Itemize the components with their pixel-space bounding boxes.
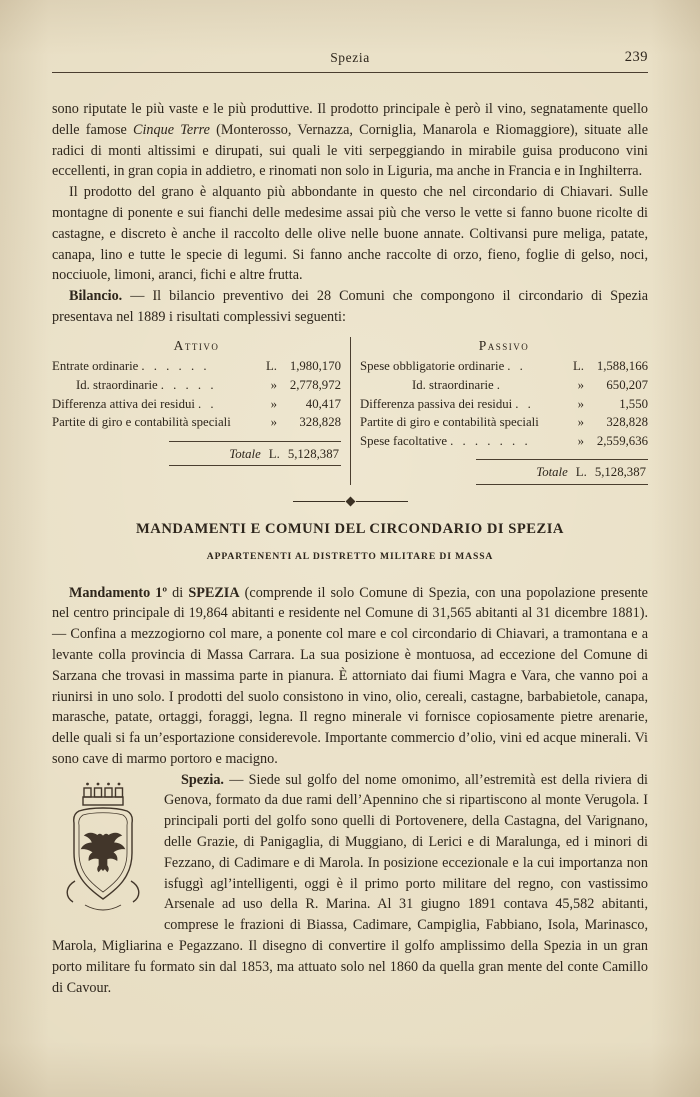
table-row (360, 395, 648, 414)
balance-table (52, 337, 648, 485)
text-run: (comprende il solo Comune di Spezia, con una popolazione presente nel centro principale di 19,864 abitanti e residente nel Comune di 31,565 abitanti al 31 dicembre 1881). — Confina a mezzogiorno col mare, a ponente col mare e col circondario di Chiavari, a tramontana e a levante colla provincia di Massa Carrara. La sua posizione è montuosa, ad eccezione del Comune di Sarzana che trovasi in massima parte in pianura. È attorniato dai fiumi Magra e Vara, che vanno poi a riunirsi in uno solo. I prodotti del suolo consistono in vino, olio, cereali, castagne, barbabietole, canapa, marasche, patate, ortaggi, foraggi, legna. Il regno minerale vi fornisce copiosamente pietre arenarie, delle quali si fa un’esportazione considerevole. Importante commercio d’olio, vini ed acque minerali. Vi sono cave di marmo portoro e macigno. (52, 584, 648, 767)
row-value: 1,980,170 (289, 359, 341, 374)
row-label: Partite di giro e contabilità speciali (360, 415, 539, 430)
paragraph-mandamento (52, 583, 648, 770)
total-value: 5,128,387 (287, 446, 339, 461)
divider-line (293, 501, 345, 502)
dot-leader: . . (197, 396, 217, 411)
table-row (360, 432, 648, 451)
spezia-coat-of-arms (52, 773, 154, 923)
attivo-total-row (52, 441, 341, 467)
currency-unit: » (270, 415, 277, 430)
text-run: di (167, 584, 189, 601)
currency-unit: » (577, 433, 584, 448)
row-value: 328,828 (606, 415, 648, 430)
row-value: 1,588,166 (596, 359, 648, 374)
page-body (52, 99, 648, 998)
spezia-lead: Spezia. (181, 771, 224, 788)
cinque-terre-italic: Cinque Terre (133, 121, 210, 138)
table-row (52, 413, 341, 432)
total-unit: L. (268, 446, 280, 461)
row-label: Spese obbligatorie ordinarie (360, 359, 505, 374)
row-label: Entrate ordinarie (52, 359, 139, 374)
currency-unit: » (577, 396, 584, 411)
coat-of-arms-illustration (52, 773, 154, 923)
row-value: 650,207 (606, 377, 648, 392)
total-label: Totale (229, 446, 261, 461)
divider-diamond-icon (345, 496, 355, 506)
currency-unit: » (270, 396, 277, 411)
bilancio-lead: Bilancio. (69, 288, 123, 305)
mandamento-lead-spezia: SPEZIA (188, 584, 240, 601)
row-value: 40,417 (305, 396, 341, 411)
row-label: Id. straordinarie (76, 377, 158, 392)
text-run: — Il bilancio preventivo dei 28 Comuni che compongono il circondario di Spezia presentava nel 1889 i risultati complessivi seguenti: (52, 288, 648, 325)
row-label: Spese facoltative (360, 433, 448, 448)
page-header (52, 50, 648, 66)
currency-unit: » (577, 415, 584, 430)
mandamento-lead: Mandamento 1º (69, 584, 168, 601)
passivo-total-row (360, 459, 648, 485)
row-value: 328,828 (299, 415, 341, 430)
paragraph-bilancio (52, 286, 648, 328)
table-row (52, 376, 341, 395)
currency-unit: L. (265, 359, 277, 374)
table-row (360, 357, 648, 376)
table-row (52, 395, 341, 414)
row-value: 1,550 (619, 396, 648, 411)
dot-leader: . . (507, 359, 526, 374)
running-title: Spezia (330, 50, 370, 65)
section-divider (52, 498, 648, 505)
attivo-header: Attivo (173, 337, 220, 353)
dot-leader: . (496, 377, 503, 392)
table-row (360, 413, 648, 432)
dot-leader: . . (515, 396, 534, 411)
dot-leader: . . . . . . . (450, 433, 531, 448)
currency-unit: L. (572, 359, 584, 374)
row-label: Partite di giro e contabilità speciali (52, 415, 231, 430)
row-label: Differenza passiva dei residui (360, 396, 513, 411)
dot-leader: . . . . . . (141, 359, 210, 374)
attivo-column (52, 337, 350, 485)
paragraph-grano: Il prodotto del grano è alquanto più abbondante in questo che nel circondario di Chiavari. Sulle montagne di ponente e sui fianchi delle medesime assai più che verso le vette si fanno buone ricolte di castagne, e discreto è anche il raccolto delle olive nelle buone annate. Coltivansi pure meliga, patate, canapa, lino e tutte le specie di legumi. Si fanno anche raccolte di orzo, fieno, foglie di gelso, noci, nocciuole, limoni, aranci, fichi e altre frutta. (52, 184, 648, 284)
row-value: 2,778,972 (289, 377, 341, 392)
row-label: Id. straordinarie (412, 377, 494, 392)
passivo-total (476, 459, 648, 485)
divider-line (356, 501, 408, 502)
dot-leader: . . . . . (160, 377, 217, 392)
text-run: — Siede sul golfo del nome omonimo, all’estremità est della riviera di Genova, formato da due rami dell’Apennino che si ripartiscono al monte Verugola. I principali porti del golfo sono quelli di Portovenere, della Castagna, del Varignano, delle Grazie, di Panigaglia, di Muggiano, di Lerici e di Maralunga, ed i minori di Fezzano, di Cadimare e di Marola. In posizione eccezionale e la cui importanza non isfuggì agl’intelligenti, oggi è il primo porto militare del regno, con vastissimo Arsenale ad uso della R. Marina. Al 31 giugno 1891 contava 45,582 abitanti, comprese le frazioni di Biassa, Cadimare, Campiglia, Fabbiano, Isola, Marinasco, Marola, Migliarina e Pegazzano. Il disegno di convertire il golfo amplissimo della Spezia in un gran porto militare fu formato sin dal 1853, ma attuato solo nel 1860 da quella gran mente del conte Camillo di Cavour. (52, 771, 648, 996)
row-value: 2,559,636 (596, 433, 648, 448)
attivo-total (169, 441, 341, 467)
paragraph-spezia (52, 770, 648, 999)
currency-unit: » (270, 377, 277, 392)
page-number: 239 (624, 49, 648, 65)
header-rule (52, 72, 648, 73)
total-value: 5,128,387 (594, 465, 646, 480)
paragraph-vini (52, 99, 648, 182)
table-row (360, 376, 648, 395)
total-unit: L. (575, 465, 587, 480)
text-run: (Monterosso, Vernazza, Corniglia, Manarola e Riomaggiore), situate alle radici di monti altissimi e dirupati, sui quali le viti serpeggiando in mirabile guisa producono vini eccellenti, in gran copia in addietro, e rinomati non solo in Liguria, ma anche in Francia e in Inghilterra. (52, 121, 648, 180)
table-row (52, 357, 341, 376)
currency-unit: » (577, 377, 584, 392)
section-title: MANDAMENTI E COMUNI DEL CIRCONDARIO DI SPEZIA (136, 520, 564, 537)
passivo-header: Passivo (478, 337, 530, 353)
text-run: sono riputate le più vaste e le più produttive. Il prodotto principale è però il vino, segnatamente quello delle famose (52, 101, 648, 138)
row-label: Differenza attiva dei residui (52, 396, 195, 411)
passivo-column (350, 337, 648, 485)
section-subtitle: APPARTENENTI AL DISTRETTO MILITARE DI MASSA (206, 550, 494, 562)
total-label: Totale (536, 465, 568, 480)
